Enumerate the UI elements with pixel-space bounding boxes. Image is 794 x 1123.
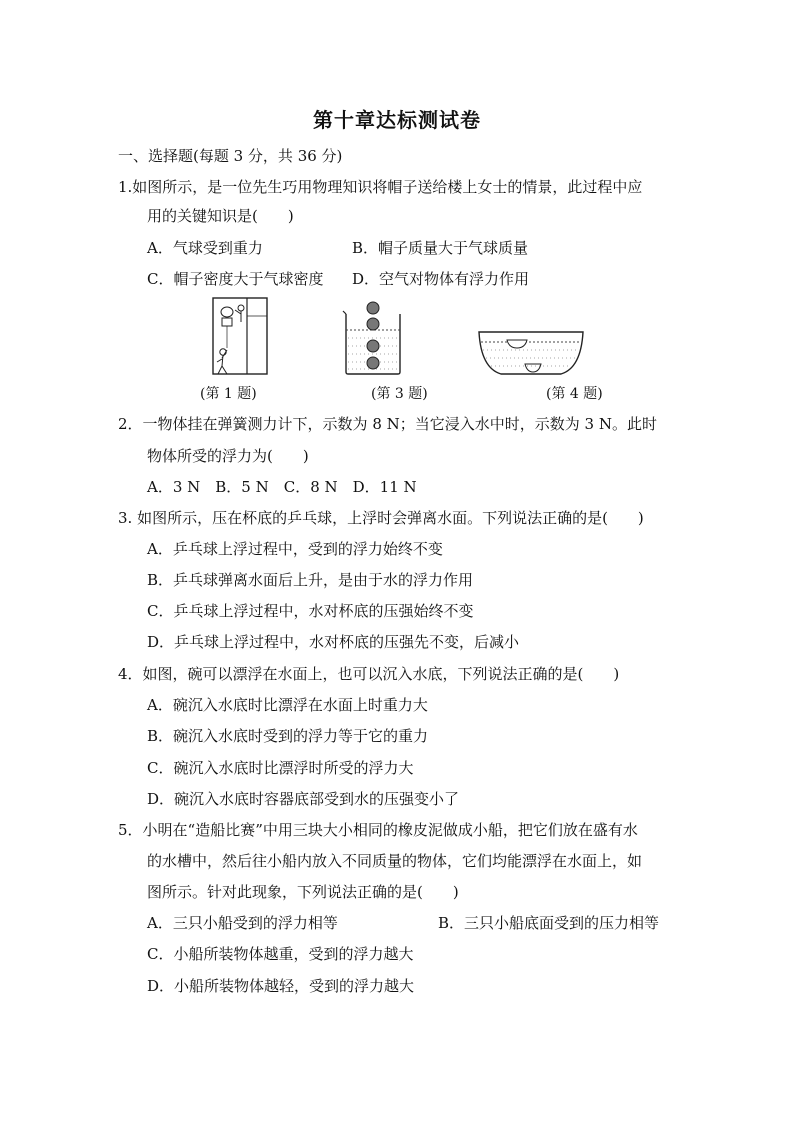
q4-option-a: A．碗沉入水底时比漂浮在水面上时重力大 [147,696,428,714]
q2-stem-line2: 物体所受的浮力为( ) [147,447,309,465]
q1-stem-line1: 1.如图所示，是一位先生巧用物理知识将帽子送给楼上女士的情景，此过程中应 [118,178,643,196]
section-heading: 一、选择题(每题 3 分，共 36 分) [118,147,343,165]
q2-stem-line1: 2．一物体挂在弹簧测力计下，示数为 8 N；当它浸入水中时，示数为 3 N。此时 [118,415,657,433]
page-title: 第十章达标测试卷 [313,108,481,132]
q5-option-a: A．三只小船受到的浮力相等 [147,914,338,932]
floating-bowl [507,340,527,348]
q1-stem-line2: 用的关键知识是( ) [147,207,294,225]
figure-1-balloon-hat [205,296,271,376]
q3-option-d: D．乒乓球上浮过程中，水对杯底的压强先不变，后减小 [147,633,520,651]
q3-option-a: A．乒乓球上浮过程中，受到的浮力始终不变 [147,540,443,558]
caption-figure-1: (第 1 题) [200,386,257,402]
building-wall [213,298,267,374]
q4-option-d: D．碗沉入水底时容器底部受到水的压强变小了 [147,790,460,808]
q3-option-c: C．乒乓球上浮过程中，水对杯底的压强始终不变 [147,602,474,620]
q1-option-c: C．帽子密度大于气球密度 [147,270,324,288]
q5-stem-line3: 图所示。针对此现象，下列说法正确的是( ) [147,883,459,901]
q5-stem-line1: 5．小明在“造船比赛”中用三块大小相同的橡皮泥做成小船，把它们放在盛有水 [118,821,638,839]
man-on-ground [217,349,227,374]
sunken-bowl [525,364,541,372]
q4-option-b: B．碗沉入水底时受到的浮力等于它的重力 [147,727,429,745]
q1-option-a: A．气球受到重力 [147,239,263,257]
woman-at-window [235,305,244,322]
q1-option-d: D．空气对物体有浮力作用 [352,270,530,288]
figure-3-beaker-balls [340,296,406,376]
q5-option-d: D．小船所装物体越轻，受到的浮力越大 [147,977,415,995]
q3-stem: 3. 如图所示，压在杯底的乒乓球，上浮时会弹离水面。下列说法正确的是( ) [118,509,644,527]
q2-options: A．3 N B．5 N C．8 N D．11 N [147,478,417,496]
water-surface [481,342,581,366]
q4-option-c: C．碗沉入水底时比漂浮时所受的浮力大 [147,759,414,777]
basin [479,332,583,374]
q4-stem: 4．如图，碗可以漂浮在水面上，也可以沉入水底，下列说法正确的是( ) [118,665,620,683]
q5-option-b: B．三只小船底面受到的压力相等 [438,914,660,932]
ping-pong-balls [367,302,379,369]
figure-4-basin-bowls [477,326,585,378]
caption-figure-4: (第 4 题) [546,386,603,402]
q5-option-c: C．小船所装物体越重，受到的浮力越大 [147,945,414,963]
caption-figure-3: (第 3 题) [371,386,428,402]
q3-option-b: B．乒乓球弹离水面后上升，是由于水的浮力作用 [147,571,474,589]
q1-option-b: B．帽子质量大于气球质量 [352,239,529,257]
balloon-with-hat [221,307,233,348]
q5-stem-line2: 的水槽中，然后往小船内放入不同质量的物体，它们均能漂浮在水面上，如 [147,852,643,870]
